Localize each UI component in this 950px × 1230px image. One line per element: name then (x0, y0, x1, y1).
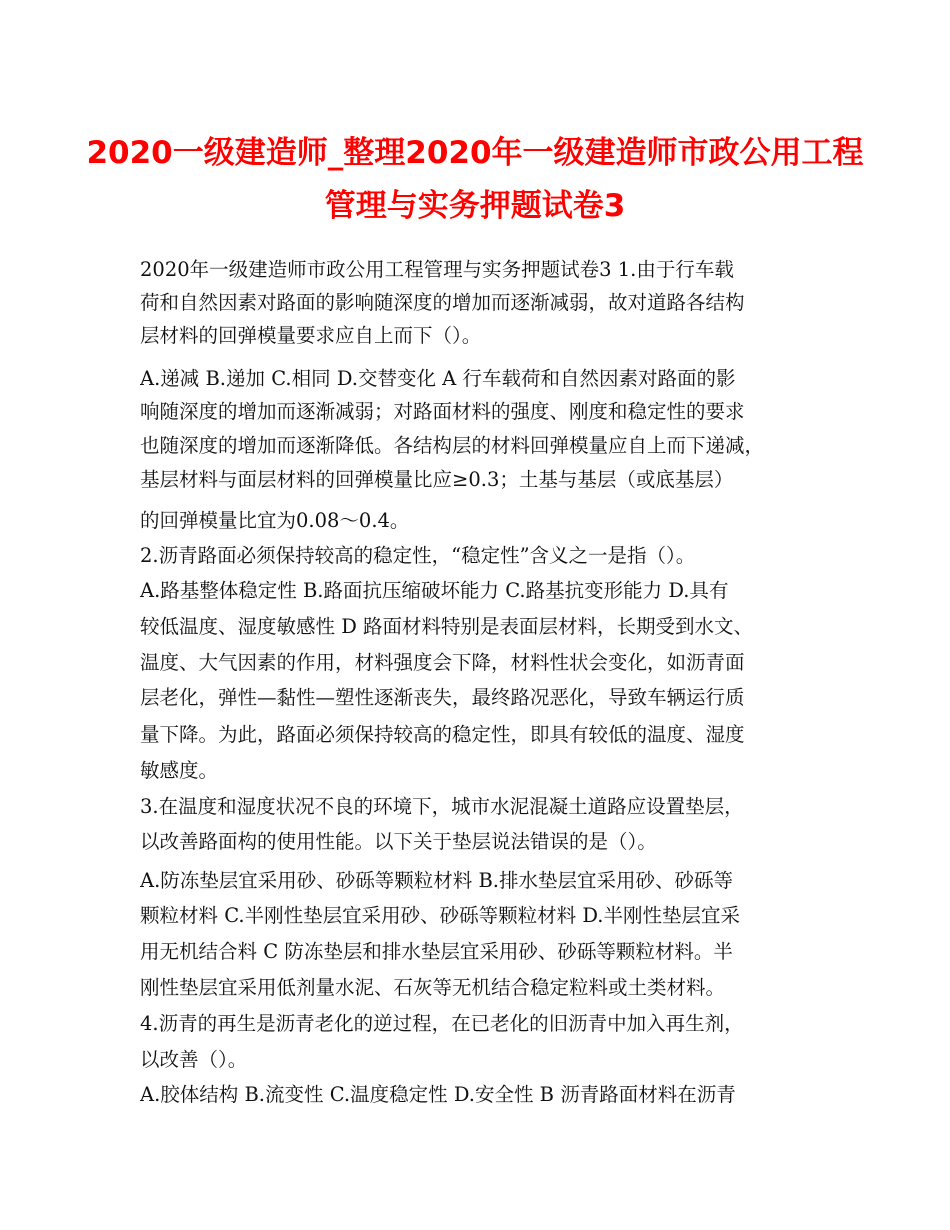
body-line: 响随深度的增加而逐渐减弱；对路面材料的强度、刚度和稳定性的要求 (140, 400, 745, 423)
body-line: 量下降。为此，路面必须保持较高的稳定性，即具有较低的温度、湿度 (140, 723, 745, 746)
body-line: 层老化，弹性—黏性—塑性逐渐丧失，最终路况恶化，导致车辆运行质 (140, 686, 745, 709)
body-line: 敏感度。 (140, 759, 219, 782)
body-line: 以改善路面构的使用性能。以下关于垫层说法错误的是（）。 (140, 830, 657, 853)
body-line: 荷和自然因素对路面的影响随深度的增加而逐渐减弱，故对道路各结构 (140, 291, 745, 314)
body-line: A.路基整体稳定性 B.路面抗压缩破坏能力 C.路基抗变形能力 D.具有 (140, 579, 729, 602)
body-line: 温度、大气因素的作用，材料强度会下降，材料性状会变化，如沥青面 (140, 651, 745, 674)
body-line: 较低温度、湿度敏感性 D 路面材料特别是表面层材料，长期受到水文、 (140, 615, 754, 638)
document-title-line-1: 2020一级建造师_整理2020年一级建造师市政公用工程 (86, 135, 864, 171)
document-title-line-2: 管理与实务押题试卷3 (324, 188, 626, 224)
body-line: 以改善（）。 (140, 1048, 248, 1071)
body-line: 4.沥青的再生是沥青老化的逆过程，在已老化的旧沥青中加入再生剂， (140, 1012, 744, 1035)
body-line: A.递减 B.递加 C.相同 D.交替变化 A 行车载荷和自然因素对路面的影 (140, 367, 736, 390)
body-line: 刚性垫层宜采用低剂量水泥、石灰等无机结合稳定粒料或土类材料。 (140, 976, 726, 999)
body-line: 层材料的回弹模量要求应自上而下（）。 (140, 324, 482, 347)
body-line: A.防冻垫层宜采用砂、砂砾等颗粒材料 B.排水垫层宜采用砂、砂砾等 (140, 869, 734, 892)
body-line: 基层材料与面层材料的回弹模量比应≥0.3；土基与基层（或底基层） (140, 468, 734, 491)
body-line: 2020年一级建造师市政公用工程管理与实务押题试卷3 1.由于行车载 (140, 258, 734, 281)
body-line: 的回弹模量比宜为0.08～0.4。 (140, 509, 410, 532)
body-line: 颗粒材料 C.半刚性垫层宜采用砂、砂砾等颗粒材料 D.半刚性垫层宜采 (140, 904, 740, 927)
body-line: 用无机结合料 C 防冻垫层和排水垫层宜采用砂、砂砾等颗粒材料。半 (140, 940, 733, 963)
body-line: 3.在温度和湿度状况不良的环境下，城市水泥混凝土道路应设置垫层， (140, 795, 744, 818)
body-line: 2.沥青路面必须保持较高的稳定性，“稳定性”含义之一是指（）。 (140, 544, 696, 567)
body-line: A.胶体结构 B.流变性 C.温度稳定性 D.安全性 B 沥青路面材料在沥青 (140, 1083, 736, 1106)
body-line: 也随深度的增加而逐渐降低。各结构层的材料回弹模量应自上而下递减， (140, 434, 765, 457)
